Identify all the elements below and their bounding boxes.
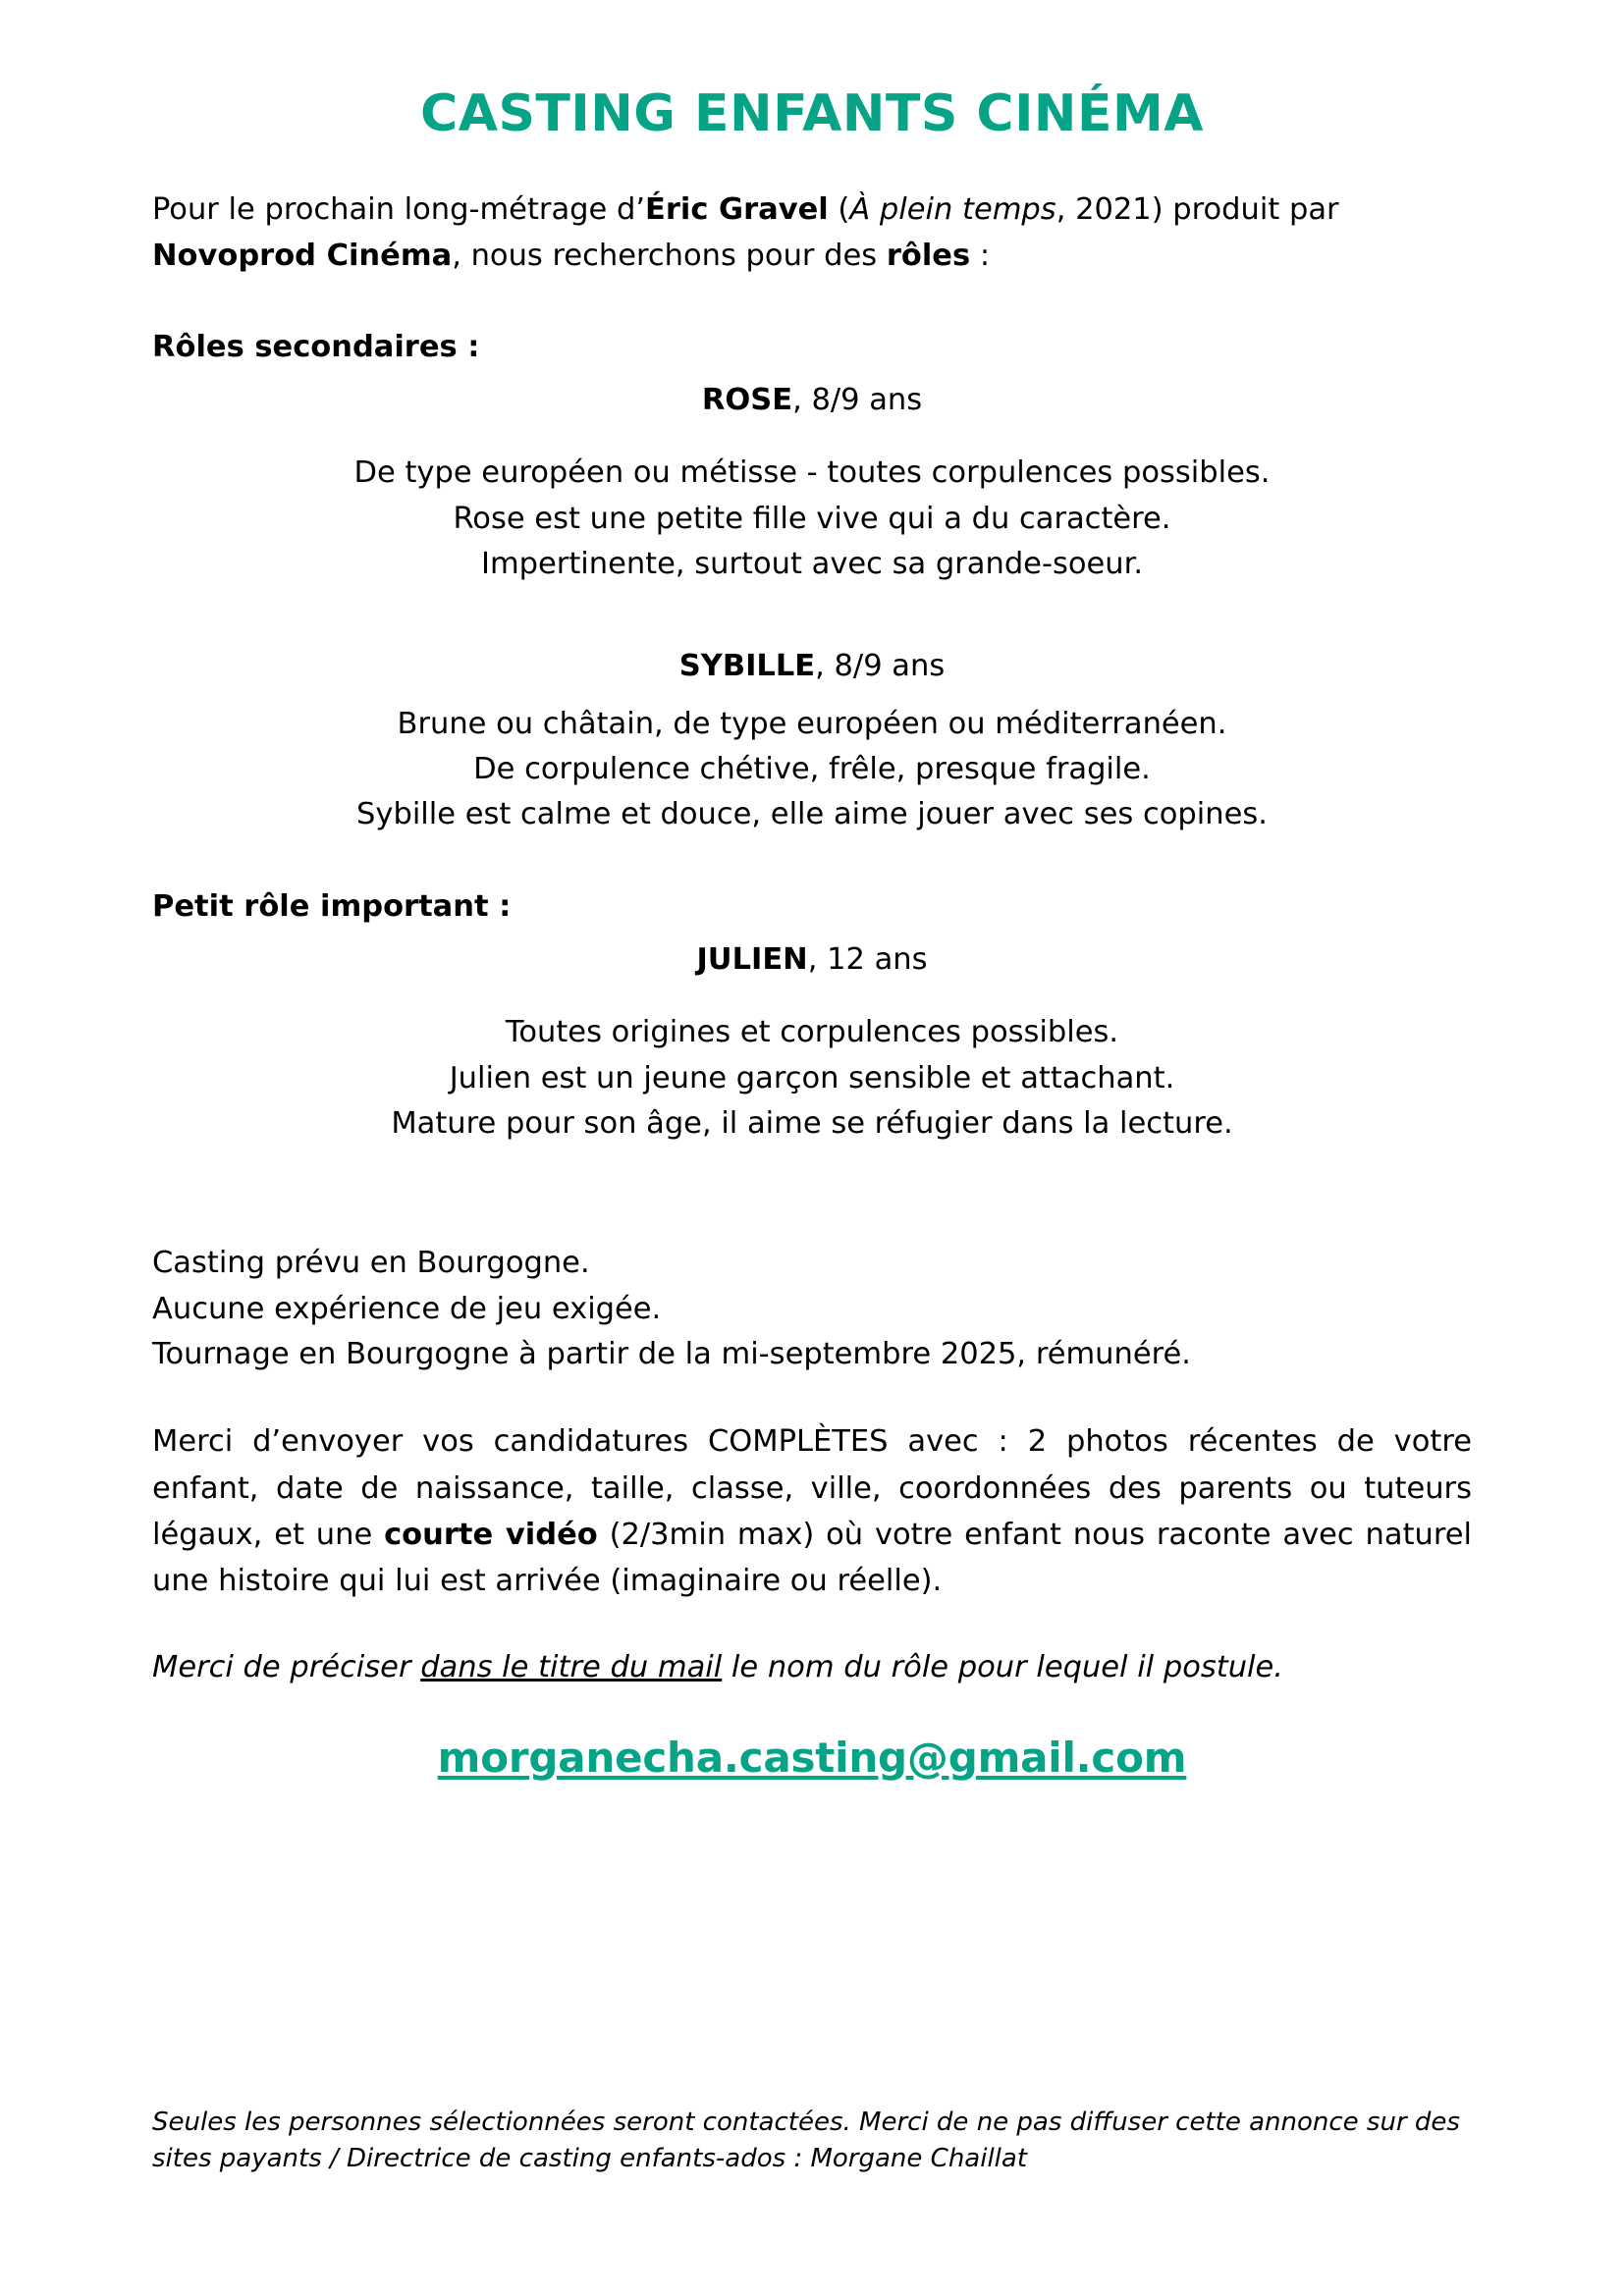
logistics-line-casting-location: Casting prévu en Bourgogne. [152,1246,590,1281]
logistics-block [152,1241,1472,1377]
application-text-part2: (2/3min max) où votre enfant nous raconte avec naturel une histoire qui lui est arrivée (imaginaire ou réelle). [152,1517,1472,1599]
section-petit-role-important [152,889,1472,1147]
page-title: CASTING ENFANTS CINÉMA [420,84,1204,143]
roles-keyword: rôles [886,238,971,273]
role-julien-line-2: Julien est un jeune garçon sensible et attachant. [449,1060,1175,1095]
intro-text-part5: : [970,238,991,273]
application-emphasis-courte-video: courte vidéo [384,1517,598,1552]
logistics-line-shooting: Tournage en Bourgogne à partir de la mi-septembre 2025, rémunéré. [152,1336,1191,1371]
intro-text-part1: Pour le prochain long-métrage d’ [152,192,646,228]
role-rose-line-1: De type européen ou métisse - toutes corpulences possibles. [353,455,1271,491]
role-julien-line-3: Mature pour son âge, il aime se réfugier dans la lecture. [391,1105,1233,1141]
role-julien-name: JULIEN [696,941,808,977]
contact-email-wrapper [152,1734,1472,1782]
note-text-part1: Merci de préciser [152,1650,421,1685]
role-julien [152,937,1472,1147]
intro-paragraph [152,187,1472,279]
role-julien-line-1: Toutes origines et corpulences possibles. [505,1015,1119,1050]
role-julien-title [152,937,1472,983]
role-rose-title [152,378,1472,423]
intro-text-part2: ( [828,192,850,228]
role-sybille-line-1: Brune ou châtain, de type européen ou méditerranéen. [397,706,1227,741]
role-sybille-line-3: Sybille est calme et douce, elle aime jouer avec ses copines. [356,797,1268,832]
role-rose [152,378,1472,587]
logistics-line-experience: Aucune expérience de jeu exigée. [152,1291,662,1326]
intro-text-part4: , nous recherchons pour des [452,238,887,273]
producer-name: Novoprod Cinéma [152,238,453,273]
mail-subject-note [152,1645,1472,1690]
section-roles-secondaires [152,330,1472,838]
contact-email-link[interactable]: morganecha.casting@gmail.com [437,1734,1187,1783]
role-sybille-name: SYBILLE [678,649,816,684]
application-instructions [152,1418,1472,1604]
footer-disclaimer: Seules les personnes sélectionnées seront contactées. Merci de ne pas diffuser cette annonce sur des sites payants / Directrice de casting enfants-ados : Morgane Chaillat [152,2108,1460,2173]
intro-text-part3: , 2021) produit par [1056,192,1339,228]
role-sybille [152,644,1472,837]
application-text-part1: Merci d’envoyer vos candidatures COMPLÈTES avec : 2 photos récentes de votre enfant, date de naissance, taille, classe, ville, coordonnées des parents ou tuteurs légaux, et une [152,1424,1472,1552]
role-rose-line-2: Rose est une petite fille vive qui a du caractère. [453,501,1171,536]
role-sybille-age: , 8/9 ans [815,649,946,684]
film-title: À plein temps [849,192,1056,228]
role-rose-age: , 8/9 ans [792,382,923,417]
note-underlined-text: dans le titre du mail [420,1650,723,1685]
role-sybille-line-2: De corpulence chétive, frêle, presque fragile. [473,752,1151,787]
director-name: Éric Gravel [645,192,829,228]
role-sybille-title [152,644,1472,689]
note-text-part2: le nom du rôle pour lequel il postule. [722,1650,1283,1685]
role-rose-line-3: Impertinente, surtout avec sa grande-soeur. [480,546,1144,581]
role-julien-age: , 12 ans [807,941,928,977]
section-heading-roles-secondaires: Rôles secondaires : [152,329,480,364]
role-rose-name: ROSE [701,382,793,417]
section-heading-petit-role-important: Petit rôle important : [152,888,512,924]
